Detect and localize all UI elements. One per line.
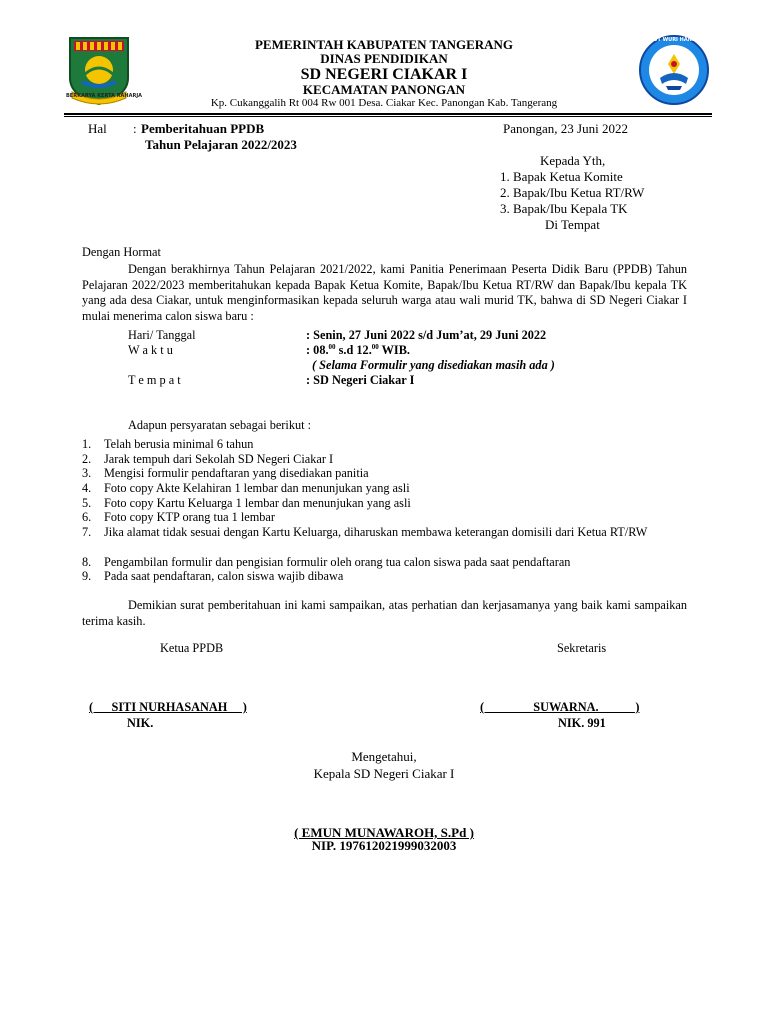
schedule-time-label: W a k t u bbox=[128, 343, 173, 357]
acknowledge-label: Mengetahui, bbox=[351, 749, 417, 764]
subject-colon: : bbox=[133, 121, 137, 136]
list-item-number: 9. bbox=[82, 569, 92, 583]
list-item-number: 5. bbox=[82, 496, 92, 510]
signature-left-title: Ketua PPDB bbox=[160, 641, 224, 655]
list-item-number: 2. bbox=[82, 452, 92, 466]
tut-wuri-handayani-logo bbox=[636, 34, 712, 106]
recipient-place: Di Tempat bbox=[545, 217, 600, 232]
list-item: Foto copy Kartu Keluarga 1 lembar dan menunjukan yang asli bbox=[104, 496, 411, 510]
letterhead-school-name: SD NEGERI CIAKAR I bbox=[300, 66, 468, 83]
subject-line-2: Tahun Pelajaran 2022/2023 bbox=[145, 137, 297, 152]
requirements-intro: Adapun persyaratan sebagai berikut : bbox=[128, 418, 312, 432]
schedule-place-label: T e m p a t bbox=[128, 373, 181, 387]
signature-right-title: Sekretaris bbox=[557, 641, 607, 655]
list-item-number: 6. bbox=[82, 510, 92, 524]
signature-right-nik: NIK. 991 bbox=[558, 716, 606, 730]
list-item-number: 3. bbox=[82, 466, 92, 480]
principal-name: ( EMUN MUNAWAROH, S.Pd ) bbox=[294, 825, 474, 840]
list-item: Telah berusia minimal 6 tahun bbox=[104, 437, 254, 451]
schedule-time-value: : 08.00 s.d 12.00 WIB. bbox=[306, 343, 410, 357]
list-item: Jika alamat tidak sesuai dengan Kartu Keluarga, diharuskan membawa keterangan domisili dari Ketua RT/RW bbox=[104, 525, 648, 539]
opening-paragraph: Dengan berakhirnya Tahun Pelajaran 2021/2022, kami Panitia Penerimaan Peserta Didik Baru (PPDB) Tahun Pelajaran 2022/2023 memberitahukan kepada Bapak Ketua Komite, Bapak/Ibu Ketua RT/RW dan Bapak/Ibu kepala TK yang ada desa Ciakar, untuk menginformasikan kepada seluruh warga atau wali murid TK, bahwa di SD Negeri Ciakar I mulai menerima calon siswa baru : bbox=[82, 262, 687, 323]
list-item: Pada saat pendaftaran, calon siswa wajib dibawa bbox=[104, 569, 344, 583]
recipient-intro: Kepada Yth, bbox=[540, 153, 606, 168]
right-logo-motto: TUT WURI HANDAYANI bbox=[650, 37, 713, 43]
signature-left-name: ( SITI NURHASANAH ) bbox=[89, 700, 247, 714]
greeting: Dengan Hormat bbox=[82, 245, 161, 259]
schedule-place-value: : SD Negeri Ciakar I bbox=[306, 373, 415, 387]
list-item: Jarak tempuh dari Sekolah SD Negeri Ciakar I bbox=[104, 452, 334, 466]
list-item: Foto copy KTP orang tua 1 lembar bbox=[104, 510, 275, 524]
list-item: Mengisi formulir pendaftaran yang disediakan panitia bbox=[104, 466, 369, 480]
signature-left-nik: NIK. bbox=[127, 716, 154, 730]
letter-date: Panongan, 23 Juni 2022 bbox=[503, 121, 628, 136]
left-emblem-motto: BERKARYA KERTA RAHARJA bbox=[66, 93, 143, 99]
letterhead-district: KECAMATAN PANONGAN bbox=[302, 82, 466, 97]
recipient-item: 3. Bapak/Ibu Kepala TK bbox=[500, 201, 628, 216]
principal-nip: NIP. 197612021999032003 bbox=[311, 838, 457, 853]
schedule-day-value: : Senin, 27 Juni 2022 s/d Jum’at, 29 Juni 2022 bbox=[306, 328, 547, 342]
list-item-number: 8. bbox=[82, 555, 92, 569]
letterhead-rule-thin bbox=[64, 116, 712, 117]
list-item-number: 7. bbox=[82, 525, 92, 539]
letterhead-agency: DINAS PENDIDIKAN bbox=[320, 51, 448, 66]
letterhead-government: PEMERINTAH KABUPATEN TANGERANG bbox=[254, 37, 514, 52]
list-item: Pengambilan formulir dan pengisian formulir oleh orang tua calon siswa pada saat pendaftaran bbox=[104, 555, 571, 569]
list-item-number: 4. bbox=[82, 481, 92, 495]
principal-title: Kepala SD Negeri Ciakar I bbox=[313, 766, 455, 781]
letterhead-address: Kp. Cukanggalih Rt 004 Rw 001 Desa. Ciakar Kec. Panongan Kab. Tangerang bbox=[210, 97, 558, 109]
subject-label: Hal bbox=[88, 121, 107, 136]
closing-paragraph: Demikian surat pemberitahuan ini kami sampaikan, atas perhatian dan kerjasamanya yang baik kami sampaikan terima kasih. bbox=[82, 598, 687, 628]
letterhead-rule-thick bbox=[64, 113, 712, 115]
list-item: Foto copy Akte Kelahiran 1 lembar dan menunjukan yang asli bbox=[104, 481, 410, 495]
list-item-number: 1. bbox=[82, 437, 92, 451]
signature-right-name: ( SUWARNA. ) bbox=[480, 700, 640, 714]
schedule-day-label: Hari/ Tanggal bbox=[128, 328, 196, 342]
subject-line-1: Pemberitahuan PPDB bbox=[141, 121, 265, 136]
recipient-item: 2. Bapak/Ibu Ketua RT/RW bbox=[500, 185, 645, 200]
schedule-time-note: ( Selama Formulir yang disediakan masih ada ) bbox=[312, 358, 555, 372]
recipient-item: 1. Bapak Ketua Komite bbox=[500, 169, 623, 184]
